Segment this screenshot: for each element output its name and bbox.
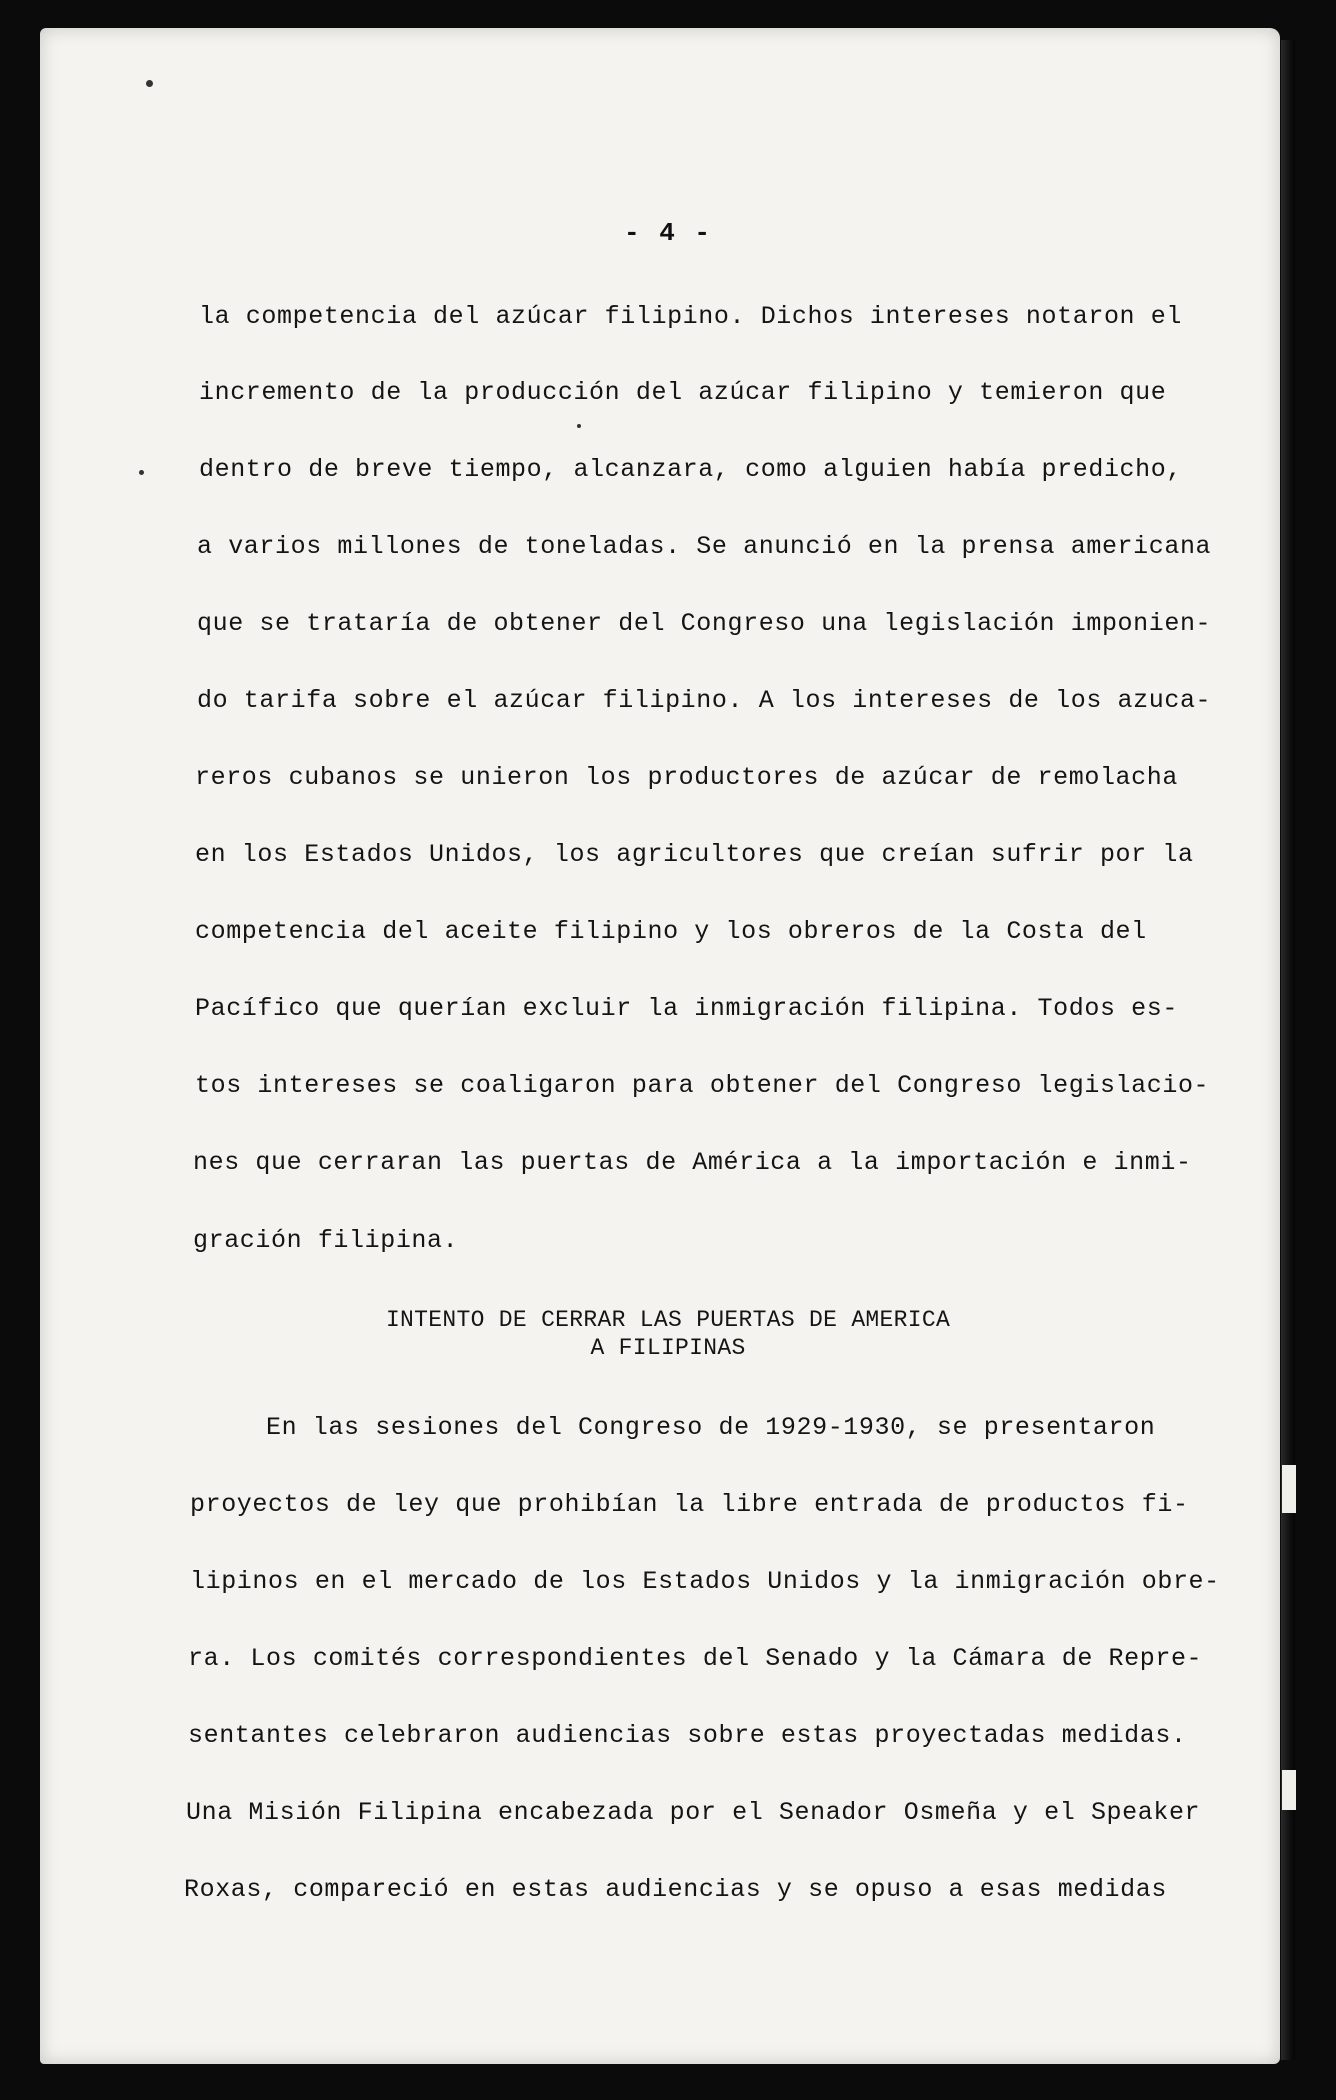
paper-edge-tab — [1282, 1465, 1296, 1513]
section-heading: INTENTO DE CERRAR LAS PUERTAS DE AMERICA — [385, 1307, 951, 1333]
text-line: En las sesiones del Congreso de 1929-1930, se presentaron — [266, 1413, 1156, 1442]
text-line: reros cubanos se unieron los productores de azúcar de remolacha — [195, 763, 1178, 792]
ink-speck — [139, 470, 144, 475]
page-number: - 4 - — [623, 218, 712, 248]
text-line: Pacífico que querían excluir la inmigración filipina. Todos es- — [195, 994, 1178, 1023]
text-line: Una Misión Filipina encabezada por el Senador Osmeña y el Speaker — [186, 1798, 1201, 1827]
text-line: gración filipina. — [193, 1226, 459, 1255]
text-line: proyectos de ley que prohibían la libre entrada de productos fi- — [190, 1490, 1189, 1519]
text-line: que se trataría de obtener del Congreso una legislación imponien- — [197, 609, 1212, 638]
ink-speck — [577, 424, 581, 428]
ink-speck — [146, 80, 153, 87]
typewritten-page — [40, 28, 1280, 2064]
page-edge-shadow — [1281, 40, 1295, 2060]
text-line: dentro de breve tiempo, alcanzara, como alguien había predicho, — [199, 455, 1182, 484]
text-line: nes que cerraran las puertas de América a la importación e inmi- — [193, 1148, 1192, 1177]
text-line: do tarifa sobre el azúcar filipino. A los intereses de los azuca- — [197, 686, 1212, 715]
text-line: sentantes celebraron audiencias sobre estas proyectadas medidas. — [188, 1721, 1187, 1750]
text-line: la competencia del azúcar filipino. Dichos intereses notaron el — [199, 302, 1182, 331]
section-heading-subtitle: A FILIPINAS — [590, 1335, 746, 1361]
paper-edge-tab — [1282, 1770, 1296, 1810]
text-line: Roxas, compareció en estas audiencias y se opuso a esas medidas — [184, 1875, 1167, 1904]
text-line: lipinos en el mercado de los Estados Unidos y la inmigración obre- — [190, 1567, 1220, 1596]
text-line: a varios millones de toneladas. Se anunció en la prensa americana — [197, 532, 1212, 561]
text-line: ra. Los comités correspondientes del Senado y la Cámara de Repre- — [188, 1644, 1203, 1673]
text-line: en los Estados Unidos, los agricultores que creían sufrir por la — [195, 840, 1194, 869]
text-line: competencia del aceite filipino y los obreros de la Costa del — [195, 917, 1147, 946]
text-line: tos intereses se coaligaron para obtener del Congreso legislacio- — [195, 1071, 1210, 1100]
text-line: incremento de la producción del azúcar filipino y temieron que — [199, 378, 1167, 407]
